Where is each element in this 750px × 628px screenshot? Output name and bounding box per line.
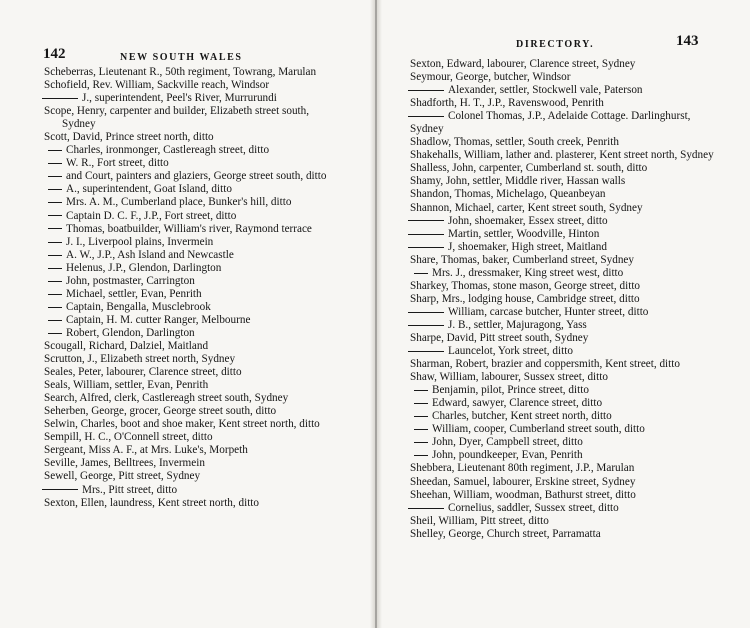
entry-text: Michael, settler, Evan, Penrith	[66, 287, 202, 300]
ditto-dash	[42, 98, 78, 99]
ditto-dash	[48, 320, 62, 321]
entry-text: Edward, sawyer, Clarence street, ditto	[432, 397, 603, 410]
ditto-dash	[48, 150, 62, 151]
ditto-dash	[414, 416, 428, 417]
ditto-dash	[414, 455, 428, 456]
directory-entry	[44, 223, 344, 236]
ditto-dash	[408, 247, 444, 248]
entry-text: Sheil, William, Pitt street, ditto	[410, 514, 549, 527]
entry-text: Captain, Bengalla, Musclebrook	[66, 300, 211, 313]
entry-text: Colonel Thomas, J.P., Adelaide Cottage. Darlinghurst, Sydney	[410, 110, 691, 136]
entry-text: Shebbera, Lieutenant 80th regiment, J.P., Marulan	[410, 462, 635, 475]
entry-text: Search, Alfred, clerk, Castlereagh street south, Sydney	[44, 392, 289, 405]
ditto-dash	[408, 351, 444, 352]
directory-entry	[44, 470, 344, 483]
directory-entry	[44, 196, 344, 209]
directory-entry	[410, 410, 715, 423]
directory-entry	[410, 384, 715, 397]
entry-text: Seville, James, Belltrees, Invermein	[44, 457, 205, 470]
entry-text: J, shoemaker, High street, Maitland	[448, 240, 607, 253]
entry-text: and Court, painters and glaziers, George street south, ditto	[66, 170, 327, 183]
ditto-dash	[408, 508, 444, 509]
entry-text: Launcelot, York street, ditto	[448, 345, 573, 358]
right-page	[382, 0, 750, 628]
directory-entry	[410, 358, 715, 371]
ditto-dash	[408, 325, 444, 326]
directory-entry	[410, 345, 715, 358]
directory-entry	[44, 405, 344, 418]
directory-entry	[44, 275, 344, 288]
ditto-dash	[48, 163, 62, 164]
entry-text: Shannon, Michael, carter, Kent street south, Sydney	[410, 201, 643, 214]
entry-text: Charles, ironmonger, Castlereagh street, ditto	[66, 144, 270, 157]
entry-text: Sharkey, Thomas, stone mason, George street, ditto	[410, 279, 641, 292]
directory-entry	[410, 58, 715, 71]
directory-entry	[44, 183, 344, 196]
ditto-dash	[408, 90, 444, 91]
ditto-dash	[48, 294, 62, 295]
ditto-dash	[48, 202, 62, 203]
ditto-dash	[48, 189, 62, 190]
directory-entry	[410, 528, 715, 541]
entry-text: Schofield, Rev. William, Sackville reach, Windsor	[44, 79, 270, 92]
directory-entry	[410, 476, 715, 489]
directory-entry	[44, 379, 344, 392]
directory-entry	[44, 418, 344, 431]
directory-entry	[410, 489, 715, 502]
entry-text: J. B., settler, Majuragong, Yass	[448, 318, 587, 331]
entry-text: Sewell, George, Pitt street, Sydney	[44, 470, 201, 483]
entry-text: Shelley, George, Church street, Parramatta	[410, 527, 601, 540]
directory-entry	[410, 241, 715, 254]
entry-text: Robert, Glendon, Darlington	[66, 326, 195, 339]
entry-text: Scrutton, J., Elizabeth street north, Sydney	[44, 353, 236, 366]
directory-entry	[44, 392, 344, 405]
directory-entry	[410, 436, 715, 449]
entry-text: Sharman, Robert, brazier and coppersmith, Kent street, ditto	[410, 358, 680, 371]
entry-text: W. R., Fort street, ditto	[66, 157, 169, 170]
directory-entry	[410, 149, 715, 162]
directory-entry	[410, 254, 715, 267]
entry-text: Martin, settler, Woodville, Hinton	[448, 227, 600, 240]
ditto-dash	[48, 228, 62, 229]
entry-text: Seales, Peter, labourer, Clarence street, ditto	[44, 366, 242, 379]
entry-text: Captain, H. M. cutter Ranger, Melbourne	[66, 313, 251, 326]
directory-entry	[44, 144, 344, 157]
entry-text: William, carcase butcher, Hunter street, ditto	[448, 305, 649, 318]
entry-text: Share, Thomas, baker, Cumberland street, Sydney	[410, 253, 634, 266]
directory-entry	[410, 397, 715, 410]
entry-text: John, postmaster, Carrington	[66, 274, 195, 287]
directory-entry	[44, 66, 344, 79]
directory-entry	[410, 280, 715, 293]
ditto-dash	[48, 242, 62, 243]
directory-entry	[410, 371, 715, 384]
left-page-header	[0, 30, 370, 63]
directory-entry	[410, 449, 715, 462]
ditto-dash	[414, 273, 428, 274]
ditto-dash	[42, 489, 78, 490]
directory-entry	[410, 110, 715, 136]
entry-text: Sexton, Ellen, laundress, Kent street north, ditto	[44, 496, 260, 509]
entry-text: John, shoemaker, Essex street, ditto	[448, 214, 608, 227]
ditto-dash	[414, 442, 428, 443]
entry-text: Scougall, Richard, Dalziel, Maitland	[44, 339, 209, 352]
entry-text: Sharp, Mrs., lodging house, Cambridge street, ditto	[410, 292, 640, 305]
directory-entry	[410, 202, 715, 215]
ditto-dash	[48, 176, 62, 177]
entry-text: Mrs., Pitt street, ditto	[82, 483, 178, 496]
directory-entry	[410, 71, 715, 84]
directory-entry	[44, 236, 344, 249]
directory-entry	[44, 353, 344, 366]
directory-entry	[44, 497, 344, 510]
page-number: 143	[676, 33, 699, 49]
entry-text: Shadforth, H. T., J.P., Ravenswood, Penrith	[410, 97, 604, 110]
entry-text: J., superintendent, Peel's River, Murrurundi	[82, 92, 277, 105]
directory-list	[410, 58, 715, 541]
ditto-dash	[48, 215, 62, 216]
right-page-header	[382, 30, 750, 54]
ditto-dash	[408, 116, 444, 117]
directory-entry	[410, 188, 715, 201]
directory-entry	[410, 515, 715, 528]
entry-text: Helenus, J.P., Glendon, Darlington	[66, 261, 222, 274]
entry-text: J. I., Liverpool plains, Invermein	[66, 235, 214, 248]
directory-entry	[44, 157, 344, 170]
directory-entry	[44, 327, 344, 340]
directory-entry	[410, 175, 715, 188]
entry-text: Scott, David, Prince street north, ditto	[44, 131, 214, 144]
directory-entry	[44, 79, 344, 92]
ditto-dash	[414, 390, 428, 391]
entry-text: Benjamin, pilot, Prince street, ditto	[432, 384, 589, 397]
entry-text: Selwin, Charles, boot and shoe maker, Kent street north, ditto	[44, 418, 320, 431]
entry-text: Seherben, George, grocer, George street south, ditto	[44, 405, 277, 418]
entry-text: Thomas, boatbuilder, William's river, Raymond terrace	[66, 222, 312, 235]
directory-entry	[410, 136, 715, 149]
entry-text: Sexton, Edward, labourer, Clarence street, Sydney	[410, 58, 636, 70]
entry-text: Scheberras, Lieutenant R., 50th regiment, Towrang, Marulan	[44, 66, 317, 78]
ditto-dash	[48, 307, 62, 308]
ditto-dash	[48, 281, 62, 282]
directory-entry	[410, 162, 715, 175]
entry-text: Shalless, John, carpenter, Cumberland st. south, ditto	[410, 162, 648, 175]
page-number: 142	[43, 46, 66, 62]
entry-text: John, Dyer, Campbell street, ditto	[432, 436, 583, 449]
directory-entry	[410, 332, 715, 345]
entry-text: Charles, butcher, Kent street north, ditto	[432, 410, 612, 423]
entry-text: Seals, William, settler, Evan, Penrith	[44, 379, 209, 392]
ditto-dash	[414, 429, 428, 430]
entry-text: Sergeant, Miss A. F., at Mrs. Luke's, Morpeth	[44, 444, 248, 457]
left-page	[0, 0, 370, 628]
directory-entry	[410, 319, 715, 332]
ditto-dash	[414, 403, 428, 404]
entry-text: Sharpe, David, Pitt street south, Sydney	[410, 331, 589, 344]
directory-entry	[44, 431, 344, 444]
directory-entry	[44, 288, 344, 301]
directory-entry	[44, 366, 344, 379]
directory-entry	[44, 92, 344, 105]
directory-entry	[44, 457, 344, 470]
entry-text: Mrs. J., dressmaker, King street west, ditto	[432, 266, 624, 279]
entry-text: Scope, Henry, carpenter and builder, Elizabeth street south, Sydney	[44, 105, 310, 131]
directory-entry	[410, 97, 715, 110]
entry-text: Shadlow, Thomas, settler, South creek, Penrith	[410, 136, 619, 149]
directory-entry	[410, 228, 715, 241]
directory-list	[44, 66, 344, 510]
running-head: DIRECTORY.	[516, 39, 595, 50]
entry-text: Shandon, Thomas, Michelago, Queanbeyan	[410, 188, 606, 201]
entry-text: Cornelius, saddler, Sussex street, ditto	[448, 501, 619, 514]
directory-entry	[410, 462, 715, 475]
entry-text: Alexander, settler, Stockwell vale, Paterson	[448, 84, 643, 97]
directory-entry	[44, 262, 344, 275]
directory-entry	[44, 131, 344, 144]
ditto-dash	[408, 220, 444, 221]
entry-text: Shaw, William, labourer, Sussex street, ditto	[410, 371, 608, 384]
directory-entry	[44, 249, 344, 262]
entry-text: Sheehan, William, woodman, Bathurst street, ditto	[410, 488, 636, 501]
directory-entry	[44, 340, 344, 353]
entry-text: Sheedan, Samuel, labourer, Erskine street, Sydney	[410, 475, 636, 488]
directory-entry	[44, 314, 344, 327]
book-gutter	[370, 0, 382, 628]
ditto-dash	[408, 234, 444, 235]
directory-entry	[44, 170, 344, 183]
directory-entry	[44, 484, 344, 497]
entry-text: Sempill, H. C., O'Connell street, ditto	[44, 431, 213, 444]
directory-entry	[410, 84, 715, 97]
directory-entry	[44, 444, 344, 457]
entry-text: A., superintendent, Goat Island, ditto	[66, 183, 232, 196]
directory-entry	[410, 215, 715, 228]
entry-text: Shamy, John, settler, Middle river, Hassan walls	[410, 175, 626, 188]
entry-text: Mrs. A. M., Cumberland place, Bunker's hill, ditto	[66, 196, 292, 209]
entry-text: William, cooper, Cumberland street south, ditto	[432, 423, 645, 436]
directory-entry	[44, 210, 344, 223]
running-head: NEW SOUTH WALES	[120, 52, 243, 63]
entry-text: Seymour, George, butcher, Windsor	[410, 71, 571, 84]
entry-text: Captain D. C. F., J.P., Fort street, ditto	[66, 209, 237, 222]
directory-entry	[410, 267, 715, 280]
ditto-dash	[408, 312, 444, 313]
directory-entry	[410, 423, 715, 436]
directory-entry	[410, 306, 715, 319]
directory-entry	[44, 105, 344, 131]
ditto-dash	[48, 268, 62, 269]
ditto-dash	[48, 333, 62, 334]
directory-entry	[410, 293, 715, 306]
directory-entry	[44, 301, 344, 314]
entry-text: Shakehalls, William, lather and. plasterer, Kent street north, Sydney	[410, 149, 714, 162]
directory-entry	[410, 502, 715, 515]
entry-text: A. W., J.P., Ash Island and Newcastle	[66, 248, 234, 261]
entry-text: John, poundkeeper, Evan, Penrith	[432, 449, 583, 462]
ditto-dash	[48, 255, 62, 256]
